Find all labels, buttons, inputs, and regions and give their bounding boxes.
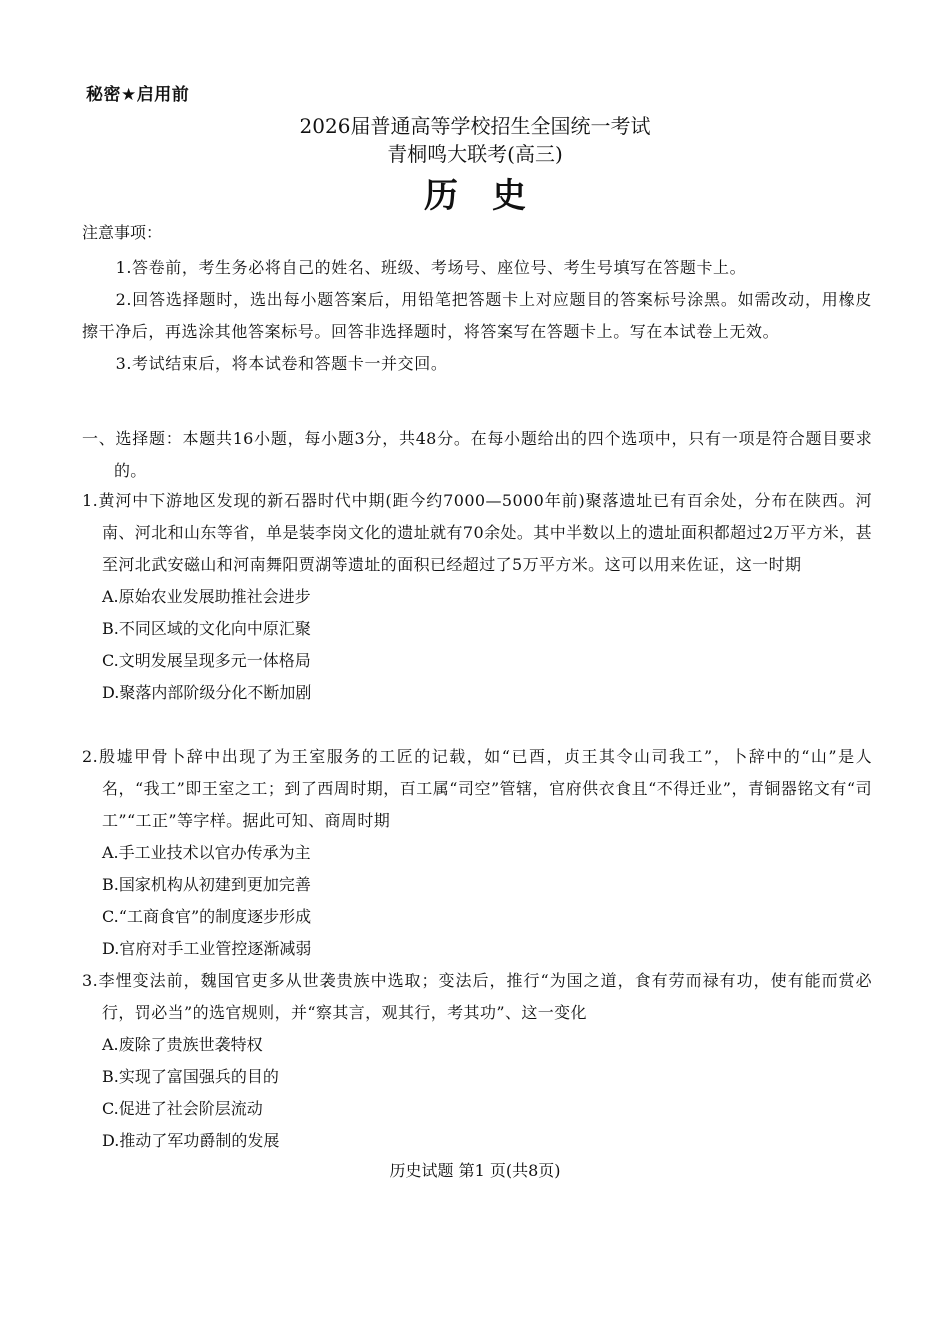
question-option: C.文明发展呈现多元一体格局 xyxy=(102,651,311,670)
question-option: A.废除了贵族世袭特权 xyxy=(102,1035,263,1054)
question-option: A.原始农业发展助推社会进步 xyxy=(102,587,311,606)
question-stem: 2.殷墟甲骨卜辞中出现了为王室服务的工匠的记载，如“已酉，贞王其令山司我工”，卜辞中的“山”是人名，“我工”即王室之工；到了西周时期，百工属“司空”管辖，官府供衣食且“不得迁业”，青铜器铭文有“司工”“工正”等字样。据此可知、商周时期 xyxy=(82,747,872,830)
question-2 xyxy=(82,741,872,965)
notice-item: 2.回答选择题时，选出每小题答案后，用铅笔把答题卡上对应题目的答案标号涂黑。如需改动，用橡皮擦干净后，再选涂其他答案标号。回答非选择题时，将答案写在答题卡上。写在本试卷上无效。 xyxy=(82,290,872,341)
page-footer: 历史试题 第1 页(共8页) xyxy=(389,1161,561,1180)
confidential-mark: 秘密★启用前 xyxy=(86,85,190,105)
question-1 xyxy=(82,485,872,709)
notice-list xyxy=(82,252,872,380)
question-stem: 3.李悝变法前，魏国官吏多从世袭贵族中选取；变法后，推行“为国之道，食有劳而禄有功，使有能而赏必行，罚必当”的选官规则，并“察其言，观其行，考其功”、这一变化 xyxy=(82,971,872,1022)
notice-item: 1.答卷前，考生务必将自己的姓名、班级、考场号、座位号、考生号填写在答题卡上。 xyxy=(115,258,747,277)
section-heading: 一、选择题：本题共16小题，每小题3分，共48分。在每小题给出的四个选项中，只有一项是符合题目要求的。 xyxy=(82,429,872,480)
question-option: A.手工业技术以官办传承为主 xyxy=(102,843,311,862)
exam-title: 2026届普通高等学校招生全国统一考试 xyxy=(299,114,651,138)
exam-subtitle: 青桐鸣大联考(高三) xyxy=(387,142,563,166)
notice-heading: 注意事项： xyxy=(82,223,163,242)
question-option: B.国家机构从初建到更加完善 xyxy=(102,875,311,894)
question-stem: 1.黄河中下游地区发现的新石器时代中期(距今约7000—5000年前)聚落遗址已有百余处，分布在陕西。河南、河北和山东等省，单是装李岗文化的遗址就有70余处。其中半数以上的遗址面积都超过2万平方米，甚至河北武安磁山和河南舞阳贾湖等遗址的面积已经超过了5万平方米。这可以用来佐证，这一时期 xyxy=(82,491,872,574)
question-option: B.不同区域的文化向中原汇聚 xyxy=(102,619,311,638)
notice-item: 3.考试结束后，将本试卷和答题卡一并交回。 xyxy=(115,354,448,373)
question-option: D.推动了军功爵制的发展 xyxy=(102,1131,280,1150)
question-option: C.“工商食官”的制度逐步形成 xyxy=(102,907,312,926)
question-option: C.促进了社会阶层流动 xyxy=(102,1099,263,1118)
question-3 xyxy=(82,965,872,1157)
question-option: D.官府对手工业管控逐渐减弱 xyxy=(102,939,312,958)
question-option: B.实现了富国强兵的目的 xyxy=(102,1067,279,1086)
question-option: D.聚落内部阶级分化不断加剧 xyxy=(102,683,312,702)
subject-title: 历史 xyxy=(424,176,560,216)
